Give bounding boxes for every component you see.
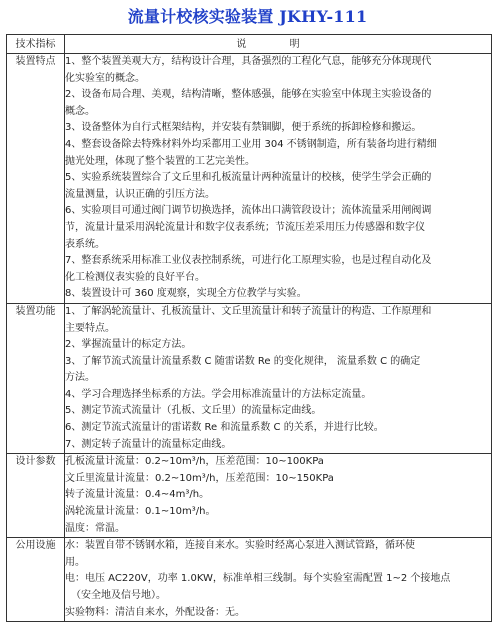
- text-line: 1、了解涡轮流量计、孔板流量计、文丘里流量计和转子流量计的构造、工作原理和: [65, 305, 432, 317]
- text-line: 4、整套设备除去特殊材料外均采都用工业用 304 不锈钢制造，所有装备均进行精细: [65, 138, 437, 150]
- section-label-functions: 装置功能: [7, 303, 65, 453]
- text-line: 3、了解节流式流量计流量系数 C 随雷诺数 Re 的变化规律， 流量系数 C 的确定: [65, 355, 421, 367]
- section-row-features: [7, 54, 492, 304]
- section-content-functions: [65, 303, 492, 453]
- text-line: 节，流量计量采用涡轮流量计和数字仪表系统；节流压差采用压力传感器和数字仪: [65, 221, 425, 233]
- text-line: 主要特点。: [65, 322, 115, 334]
- text-line: 抛光处理，体现了整个装置的工艺完美性。: [65, 155, 255, 167]
- text-line: 流量测量，认识正确的引压方法。: [65, 188, 215, 200]
- table-header-row: [7, 35, 492, 54]
- text-line: 4、学习合理选择坐标系的方法。学会用标准流量计的方法标定流量。: [65, 388, 372, 400]
- text-line: 文丘里流量计流量：0.2~10m³/h，压差范围：10~150KPa: [65, 472, 334, 484]
- text-line: 孔板流量计流量：0.2~10m³/h，压差范围：10~100KPa: [65, 456, 324, 468]
- spec-table: [6, 34, 492, 622]
- page-title: 流量计校核实验装置 JKHY-111: [127, 7, 368, 26]
- text-line: （安全地及信号地）。: [71, 590, 166, 601]
- section-row-functions: [7, 303, 492, 453]
- section-content-utilities: [65, 538, 492, 622]
- text-line: 涡轮流量计流量：0.1~10m³/h。: [65, 506, 216, 518]
- text-line: 用。: [65, 556, 85, 568]
- text-line: 化实验室的概念。: [65, 72, 145, 84]
- text-line: 5、实验系统装置综合了文丘里和孔板流量计两种流量计的校核，使学生学会正确的: [65, 172, 432, 184]
- section-label-utilities: 公用设施: [7, 538, 65, 622]
- text-line: 8、装置设计可 360 度观察，实现全方位教学与实验。: [65, 288, 307, 300]
- section-row-utilities: [7, 538, 492, 622]
- text-line: 2、掌握流量计的标定方法。: [65, 339, 192, 351]
- text-line: 温度：常温。: [65, 522, 125, 534]
- text-line: 6、实验项目可通过阀门调节切换选择，流体出口满管段设计；流体流量采用闸阀调: [65, 205, 432, 217]
- section-content-params: [65, 454, 492, 538]
- text-line: 电：电压 AC220V，功率 1.0KW，标准单相三线制。每个实验室需配置 1~2 个接地点: [65, 573, 451, 585]
- text-line: 实验物料：清洁自来水，外配设备：无。: [65, 606, 245, 618]
- text-line: 方法。: [65, 372, 95, 384]
- text-line: 转子流量计流量：0.4~4m³/h。: [65, 489, 210, 501]
- text-line: 1、整个装置美观大方，结构设计合理，具备强烈的工程化气息，能够充分体现现代: [65, 56, 432, 67]
- text-line: 5、测定节流式流量计（孔板、文丘里）的流量标定曲线。: [65, 405, 322, 417]
- text-line: 化工检测仪表实验的良好平台。: [65, 271, 205, 283]
- text-line: 概念。: [65, 105, 95, 117]
- text-line: 表系统。: [65, 238, 105, 250]
- header-description: 说 明: [65, 35, 492, 54]
- header-tech-index: 技术指标: [7, 35, 65, 54]
- text-line: 6、测定节流式流量计的雷诺数 Re 和流量系数 C 的关系，并进行比较。: [65, 422, 384, 434]
- section-label-features: 装置特点: [7, 54, 65, 304]
- section-row-params: [7, 454, 492, 538]
- text-line: 7、整套系统采用标准工业仪表控制系统，可进行化工原理实验，也是过程自动化及: [65, 255, 432, 267]
- section-label-params: 设计参数: [7, 454, 65, 538]
- text-line: 水：装置自带不锈钢水箱，连接自来水。实验时经离心泵进入测试管路，循环使: [65, 540, 415, 552]
- text-line: 3、设备整体为自行式框架结构，并安装有禁锢脚，便于系统的拆卸检修和搬运。: [65, 122, 422, 134]
- text-line: 7、测定转子流量计的流量标定曲线。: [65, 438, 232, 450]
- text-line: 2、设备布局合理、美观，结构清晰，整体感强，能够在实验室中体现主实验设备的: [65, 89, 432, 101]
- section-content-features: [65, 54, 492, 304]
